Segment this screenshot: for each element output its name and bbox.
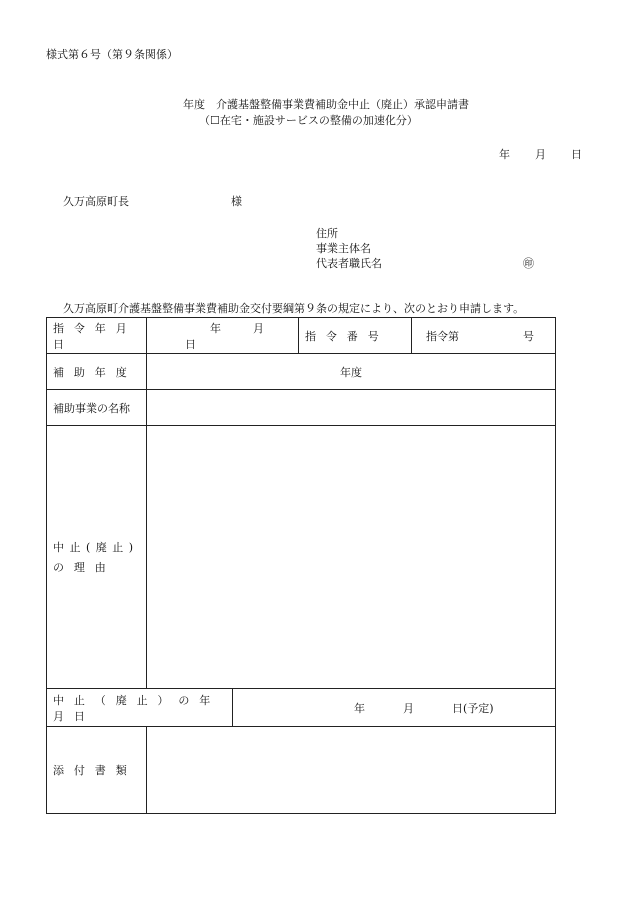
subsidy-year-value[interactable]: 年度 (147, 354, 556, 390)
directive-number-prefix: 指令第 (426, 329, 459, 343)
reason-label (47, 426, 147, 689)
applicant-entity-label: 事業主体名 (316, 242, 371, 255)
attachments-value[interactable] (147, 727, 556, 814)
row-reason (47, 426, 556, 689)
stop-date-label: 中止（廃止）の年月日 (47, 689, 233, 727)
directive-year: 年 (210, 321, 221, 335)
directive-number-suffix: 号 (523, 329, 534, 343)
subsidy-year-label: 補助年度 (47, 354, 147, 390)
date-year-label: 年 (499, 148, 510, 161)
document-title: 年度 介護基盤整備事業費補助金中止（廃止）承認申請書 (183, 98, 469, 111)
stop-year: 年 (354, 701, 365, 715)
directive-month: 月 (253, 321, 264, 335)
applicant-address-label: 住所 (316, 227, 338, 240)
date-month-label: 月 (535, 148, 546, 161)
project-name-value[interactable] (147, 390, 556, 426)
intro-text: 久万高原町介護基盤整備事業費補助金交付要綱第９条の規定により、次のとおり申請します。 (63, 302, 525, 315)
document-subtitle: （☐在宅・施設サービスの整備の加速化分） (199, 114, 418, 127)
form-number: 様式第６号（第９条関係） (46, 48, 178, 61)
seal-mark: ㊞ (523, 257, 534, 270)
reason-value[interactable] (147, 426, 556, 689)
stop-day: 日(予定) (452, 701, 494, 715)
row-stop-date (47, 689, 556, 727)
applicant-representative-label: 代表者職氏名 (316, 257, 382, 270)
directive-day: 日 (185, 337, 196, 351)
reason-label-line2: の理由 (53, 561, 116, 574)
application-form-table (46, 317, 556, 814)
directive-number-label: 指令番号 (299, 318, 412, 354)
project-name-label: 補助事業の名称 (47, 390, 147, 426)
directive-number-value[interactable] (412, 318, 556, 354)
reason-label-line1: 中止(廃止) (53, 541, 139, 554)
addressee-name: 久万高原町長 (63, 195, 129, 208)
date-day-label: 日 (571, 148, 582, 161)
stop-month: 月 (403, 701, 414, 715)
row-project-name (47, 390, 556, 426)
row-subsidy-year (47, 354, 556, 390)
row-directive (47, 318, 556, 354)
attachments-label: 添付書類 (47, 727, 147, 814)
addressee-honorific: 様 (231, 195, 242, 208)
stop-date-value[interactable] (233, 689, 556, 727)
row-attachments (47, 727, 556, 814)
directive-date-label: 指令年月日 (47, 318, 147, 354)
directive-date-value[interactable] (147, 318, 299, 354)
